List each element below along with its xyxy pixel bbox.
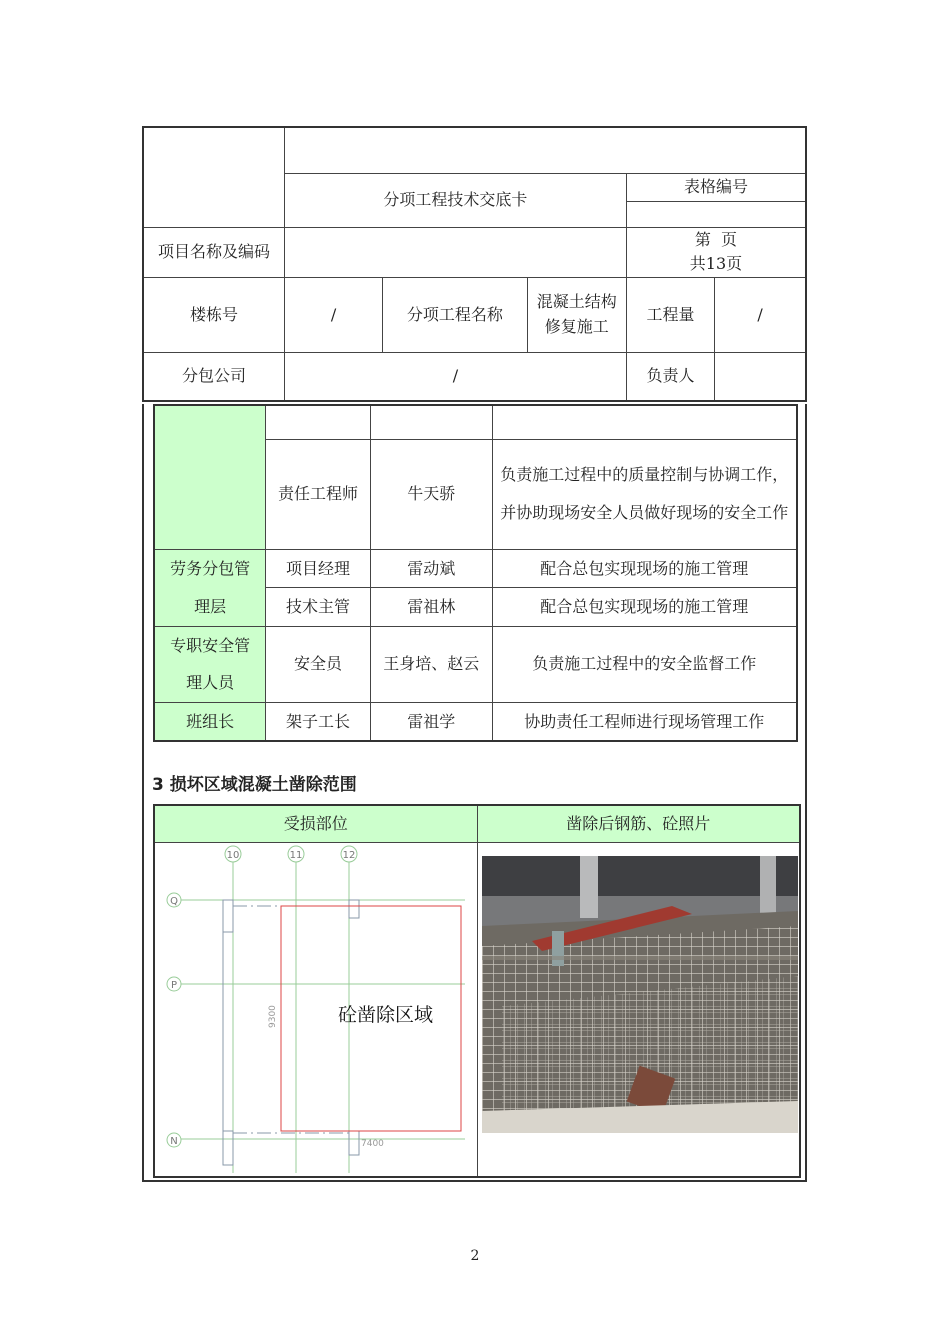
grid-label: Q [170, 896, 178, 907]
building-label: 楼栋号 [143, 278, 284, 353]
personnel-table [153, 404, 798, 742]
quantity-label: 工程量 [626, 278, 714, 353]
page-line2: 共13页 [689, 254, 743, 274]
duty-cell: 负责施工过程中的安全监督工作 [492, 626, 797, 702]
header-table [142, 126, 807, 402]
damage-table [153, 804, 801, 1178]
owner-label: 负责人 [626, 353, 714, 401]
table-row [154, 549, 797, 588]
building-value: / [284, 278, 382, 353]
group-cell: 班组长 [154, 702, 266, 741]
grid-label: 12 [342, 850, 356, 861]
name-cell: 牛天骄 [370, 439, 492, 549]
role-cell: 安全员 [266, 626, 371, 702]
group-cell: 专职安全管理人员 [154, 626, 266, 702]
grid-label: 10 [226, 850, 240, 861]
role-cell: 架子工长 [266, 702, 371, 741]
page-number: 2 [470, 1248, 480, 1264]
role-cell: 责任工程师 [266, 439, 371, 549]
duty-cell: 协助责任工程师进行现场管理工作 [492, 702, 797, 741]
grid-label: 11 [289, 850, 303, 861]
page-line1: 第 页 [694, 229, 738, 249]
duty-cell: 负责施工过程中的质量控制与协调工作，并协助现场安全人员做好现场的安全工作 [492, 439, 797, 549]
role-cell: 项目经理 [266, 549, 371, 588]
sub-name-label: 分项工程名称 [383, 278, 527, 353]
project-label: 项目名称及编码 [143, 227, 284, 278]
group-cell-top [154, 405, 266, 549]
col-header-photo: 凿除后钢筋、砼照片 [477, 805, 800, 843]
blank-cell [370, 405, 492, 439]
card-title: 分项工程技术交底卡 [284, 173, 626, 227]
grid-label: N [170, 1136, 178, 1147]
quantity-value: / [715, 278, 806, 353]
section-title: 3 损坏区域混凝土凿除范围 [152, 775, 357, 795]
drawing-cell [154, 843, 477, 1178]
logo-cell [143, 127, 284, 227]
top-blank-cell [284, 127, 806, 173]
name-cell: 雷动斌 [370, 549, 492, 588]
dim-vertical: 9300 [268, 1005, 278, 1028]
page-info [626, 227, 806, 278]
dim-horizontal: 7400 [361, 1139, 384, 1149]
table-row [154, 702, 797, 741]
sub-name-value: 混凝土结构修复施工 [527, 278, 626, 353]
name-cell: 雷祖林 [370, 588, 492, 627]
area-label: 砼凿除区域 [338, 1004, 434, 1026]
blank-cell [266, 405, 371, 439]
form-no-label: 表格编号 [626, 173, 806, 201]
col-header-damaged-part: 受损部位 [154, 805, 477, 843]
rebar-photo [482, 856, 798, 1133]
blank-cell [492, 405, 797, 439]
photo-cell [477, 843, 800, 1178]
floor-plan-drawing [155, 843, 475, 1173]
subcontractor-value: / [284, 353, 626, 401]
project-value [284, 227, 626, 278]
group-cell: 劳务分包管理层 [154, 549, 266, 626]
role-cell: 技术主管 [266, 588, 371, 627]
table-row [154, 626, 797, 702]
duty-cell: 配合总包实现现场的施工管理 [492, 588, 797, 627]
grid-label: P [170, 980, 178, 991]
subcontractor-label: 分包公司 [143, 353, 284, 401]
name-cell: 雷祖学 [370, 702, 492, 741]
form-no-value [626, 201, 806, 227]
owner-value [715, 353, 806, 401]
duty-cell: 配合总包实现现场的施工管理 [492, 549, 797, 588]
name-cell: 王身培、赵云 [370, 626, 492, 702]
